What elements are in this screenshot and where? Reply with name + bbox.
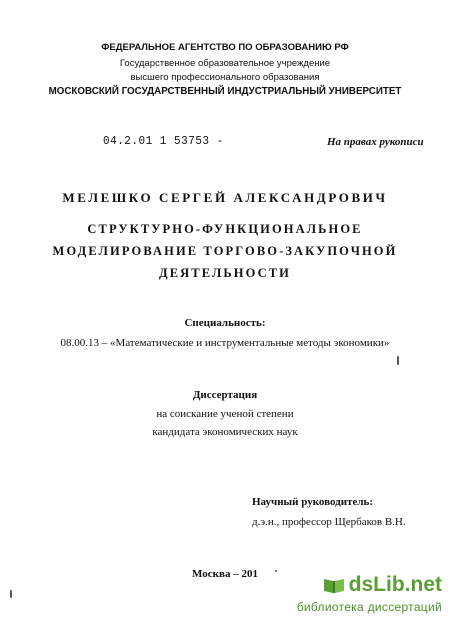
university-name: МОСКОВСКИЙ ГОСУДАРСТВЕННЫЙ ИНДУСТРИАЛЬНЫЙ УНИВЕРСИТЕТ [48,86,402,97]
scan-mark [397,356,399,365]
advisor-value: д.э.н., профессор Щербаков В.Н. [252,516,406,528]
registration-number: 04.2.01 1 53753 - [103,135,224,149]
institution-type-line-1: Государственное образовательное учреждение [119,58,331,69]
manuscript-rights-note: На правах рукописи [327,136,424,148]
book-icon [323,576,345,594]
institution-type-line-2: высшего профессионального образования [130,72,320,83]
agency-line: ФЕДЕРАЛЬНОЕ АГЕНТСТВО ПО ОБРАЗОВАНИЮ РФ [101,42,349,53]
watermark-logo [323,573,442,597]
dissertation-title-line-1: СТРУКТУРНО-ФУНКЦИОНАЛЬНОЕ [87,222,363,236]
author-name: МЕЛЕШКО СЕРГЕЙ АЛЕКСАНДРОВИЧ [62,190,388,205]
scan-mark [10,590,12,598]
watermark-logo-text: dsLib.net [348,573,442,596]
dissertation-title-line-3: ДЕЯТЕЛЬНОСТИ [159,266,291,280]
watermark-subtitle: библиотека диссертаций [296,600,442,614]
specialty-value: 08.00.13 – «Математические и инструментальные методы экономики» [60,337,390,349]
dissertation-title-line-2: МОДЕЛИРОВАНИЕ ТОРГОВО-ЗАКУПОЧНОЙ [52,244,398,258]
watermark [297,573,442,614]
advisor-label: Научный руководитель: [252,496,373,508]
degree-line-1: на соискание ученой степени [156,408,294,420]
specialty-label: Специальность: [184,317,266,329]
scan-mark [275,570,277,572]
degree-line-2: кандидата экономических наук [152,426,298,438]
city-year: Москва – 201 [192,568,258,580]
dissertation-label: Диссертация [192,389,258,401]
